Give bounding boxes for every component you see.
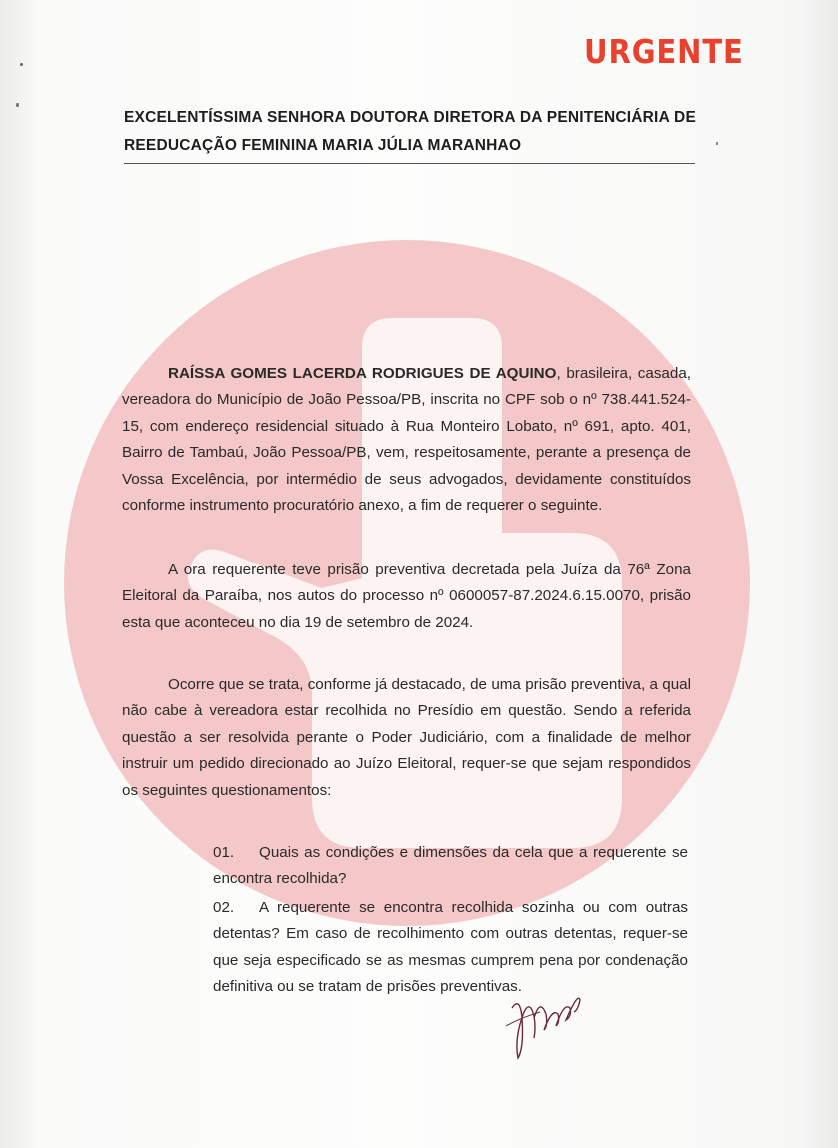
qualification-text: , brasileira, casada, vereadora do Município de João Pessoa/PB, inscrita no CPF sob o nº 738.441.524-15, com endereço residencial situado à Rua Monteiro Lobato, nº 691, apto. 401, Bairro de Tambaú, João Pessoa/PB, vem, respeitosamente, perante a presença de Vossa Excelência, por intermédio de seus advogados, devidamente constituídos conforme instrumento procuratório anexo, a fim de requerer o seguinte.	[122, 365, 691, 515]
paragraph-qualification	[122, 361, 691, 519]
facts-text: A ora requerente teve prisão preventiva decretada pela Juíza da 76ª Zona Eleitoral da Paraíba, nos autos do processo nº 0600057-87.2024.6.15.0070, prisão esta que aconteceu no dia 19 de setembro de 2024.	[122, 561, 691, 631]
urgent-stamp: URGENTE	[584, 32, 744, 71]
requester-name: RAÍSSA GOMES LACERDA RODRIGUES DE AQUINO	[168, 365, 557, 382]
heading-divider	[124, 163, 695, 164]
request-text: Ocorre que se trata, conforme já destacado, de uma prisão preventiva, a qual não cabe à vereadora estar recolhida no Presídio em questão. Sendo a referida questão a ser resolvida perante o Poder Judiciário, com a finalidade de melhor instruir um pedido direcionado ao Juízo Eleitoral, requer-se que sejam respondidos os seguintes questionamentos:	[122, 676, 691, 799]
question-text: Quais as condições e dimensões da cela que a requerente se encontra recolhida?	[213, 844, 688, 888]
question-item	[213, 895, 688, 1001]
handwritten-signature	[500, 978, 600, 1078]
paragraph-facts	[122, 557, 691, 636]
scan-speck	[16, 103, 19, 107]
question-number: 01.	[213, 844, 235, 861]
scan-speck	[716, 142, 718, 145]
paragraph-request	[122, 672, 691, 804]
addressee-heading: EXCELENTÍSSIMA SENHORA DOUTORA DIRETORA DA PENITENCIÁRIA DE REEDUCAÇÃO FEMININA MARIA JÚLIA MARANHAO	[124, 109, 696, 154]
scan-speck	[20, 63, 23, 66]
question-number: 02.	[213, 899, 235, 916]
question-text: A requerente se encontra recolhida sozinha ou com outras detentas? Em caso de recolhimento com outras detentas, requer-se que seja especificado se as mesmas cumprem pena por condenação definitiva ou se tratam de prisões preventivas.	[213, 899, 688, 996]
question-item	[213, 840, 688, 893]
